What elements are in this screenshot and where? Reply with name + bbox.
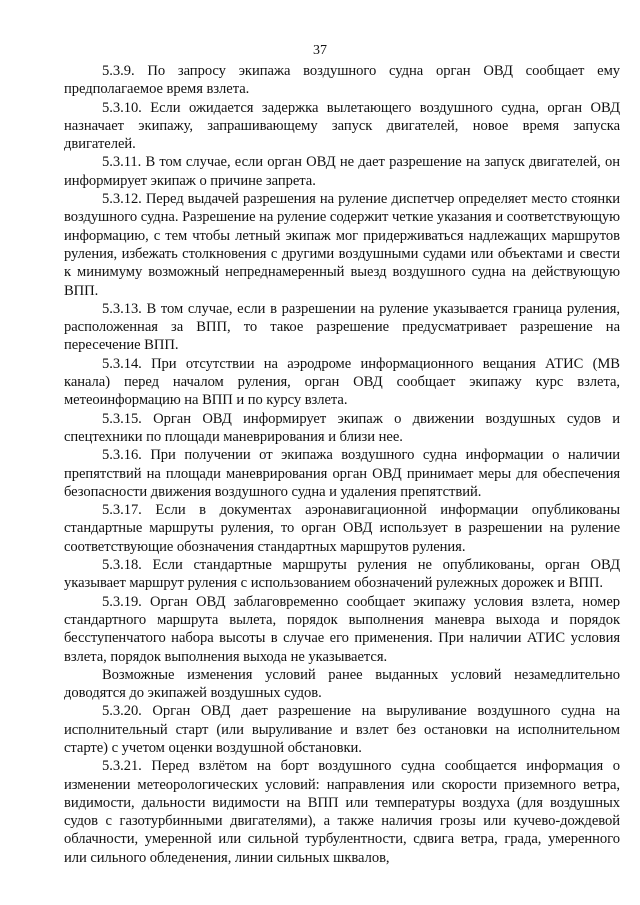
- paragraph-5-3-16: 5.3.16. При получении от экипажа воздушного судна информации о наличии препятствий на площади маневрирования орган ОВД принимает меры для обеспечения безопасности движения воздушного судна и удаления препятствий.: [64, 447, 620, 500]
- paragraph-5-3-12: 5.3.12. Перед выдачей разрешения на руление диспетчер определяет место стоянки воздушного судна. Разрешение на руление содержит четкие указания и соответствующую информацию, с тем чтобы летный экипаж мог придерживаться надлежащих маршрутов руления, избежать столкновения с другими воздушными судами или объектами и свести к минимуму возможный непреднамеренный выезд воздушного судна на действующую ВПП.: [64, 191, 620, 299]
- paragraph-5-3-18: 5.3.18. Если стандартные маршруты руления не опубликованы, орган ОВД указывает маршрут руления с использованием обозначений рулежных дорожек и ВПП.: [64, 557, 620, 592]
- paragraph-5-3-10: 5.3.10. Если ожидается задержка вылетающего воздушного судна, орган ОВД назначает экипажу, запрашивающему запуск двигателей, новое время запуска двигателей.: [64, 99, 620, 153]
- paragraph-5-3-15: 5.3.15. Орган ОВД информирует экипаж о движении воздушных судов и спецтехники по площади маневрирования и близи нее.: [64, 410, 620, 445]
- paragraph-5-3-11: 5.3.11. В том случае, если орган ОВД не дает разрешение на запуск двигателей, он информирует экипаж о причине запрета.: [64, 154, 620, 189]
- paragraph-5-3-19-continuation: Возможные изменения условий ранее выданных условий незамедлительно доводятся до экипажей воздушных судов.: [64, 666, 620, 702]
- paragraph-5-3-20: 5.3.20. Орган ОВД дает разрешение на выруливание воздушного судна на исполнительный старт (или выруливание и взлет без остановки на исполнительном старте) с учетом оценки воздушной обстановки.: [64, 703, 620, 756]
- page-number: 37: [313, 43, 327, 58]
- paragraph-5-3-13: 5.3.13. В том случае, если в разрешении на руление указывается граница руления, расположенная за ВПП, то такое разрешение предусматривает разрешение на пересечение ВПП.: [64, 300, 620, 354]
- paragraph-5-3-17: 5.3.17. Если в документах аэронавигационной информации опубликованы стандартные маршруты руления, то орган ОВД использует в разрешении на руление соответствующие обозначения стандартных маршрутов руления.: [64, 502, 620, 555]
- paragraph-5-3-9: 5.3.9. По запросу экипажа воздушного судна орган ОВД сообщает ему предполагаемое время взлета.: [64, 63, 620, 98]
- document-body: [64, 62, 620, 867]
- paragraph-5-3-21: 5.3.21. Перед взлётом на борт воздушного судна сообщается информация о изменении метеорологических условий: направления или скорости приземного ветра, видимости, дальности видимости на ВПП или температуры воздуха (для воздушных судов с газотурбинными двигателями), а также наличия грозы или кучево-дождевой облачности, умеренной или сильной турбулентности, сдвига ветра, града, умеренного или сильного обледенения, линии сильных шквалов,: [64, 758, 620, 866]
- paragraph-5-3-14: 5.3.14. При отсутствии на аэродроме информационного вещания АТИС (МВ канала) перед началом руления, орган ОВД сообщает экипажу курс взлета, метеоинформацию на ВПП и по курсу взлета.: [64, 355, 620, 409]
- paragraph-5-3-19: 5.3.19. Орган ОВД заблаговременно сообщает экипажу условия взлета, номер стандартного маршрута вылета, порядок выполнения маневра выхода и порядок бесступенчатого набора высоты в случае его применения. При наличии АТИС условия взлета, порядок выполнения выхода не указывается.: [64, 593, 620, 665]
